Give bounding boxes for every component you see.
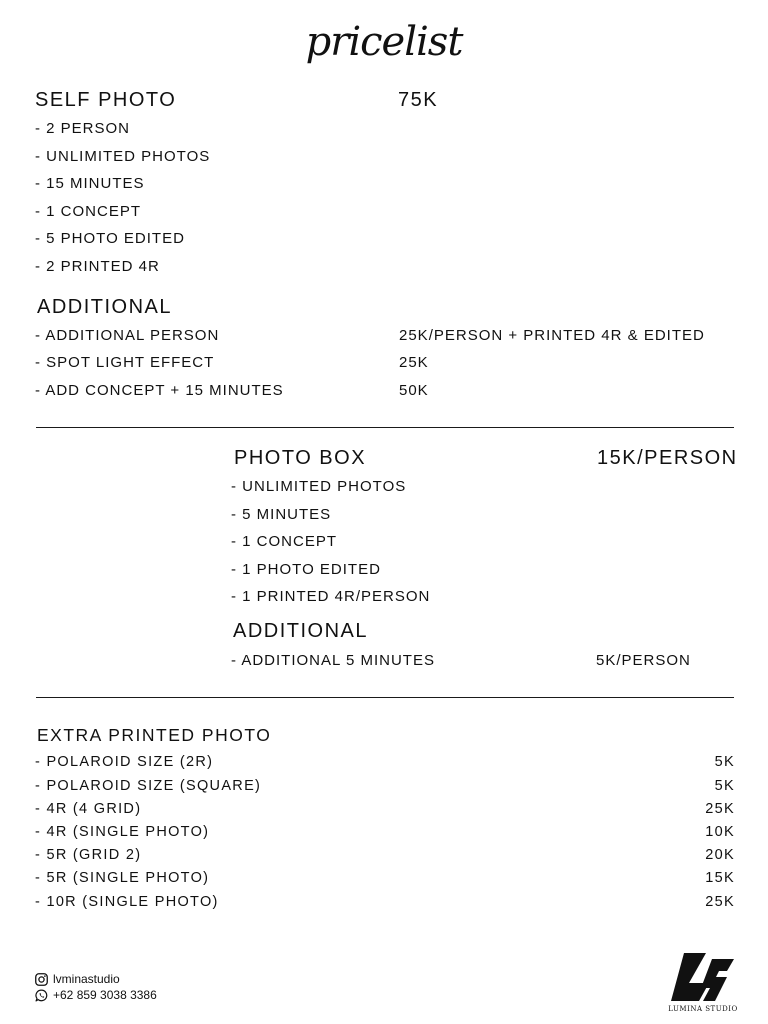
photo-box-heading: PHOTO BOX: [234, 447, 367, 469]
additional-item-label: - ADD CONCEPT + 15 MINUTES: [35, 382, 284, 399]
extra-item-label: - 4R (SINGLE PHOTO): [35, 824, 210, 840]
additional-item-price: 50K: [399, 382, 429, 399]
extra-item-price: 20K: [705, 847, 735, 863]
additional-item-price: 25K/PERSON + PRINTED 4R & EDITED: [399, 327, 705, 344]
list-item: - 2 PRINTED 4R: [35, 258, 160, 275]
list-item: - 1 PHOTO EDITED: [231, 561, 381, 578]
list-item: - 2 PERSON: [35, 120, 131, 137]
additional-item-price: 25K: [399, 354, 429, 371]
additional-item-label: - ADDITIONAL PERSON: [35, 327, 220, 344]
extra-item-price: 10K: [705, 824, 735, 840]
self-photo-price: 75K: [398, 89, 439, 111]
extra-item-label: - POLAROID SIZE (SQUARE): [35, 778, 262, 794]
extra-printed-heading: EXTRA PRINTED PHOTO: [37, 725, 272, 745]
extra-item-price: 15K: [705, 870, 735, 886]
additional-item-price: 5K/PERSON: [596, 652, 691, 669]
extra-item-price: 5K: [714, 754, 735, 770]
list-item: - 1 PRINTED 4R/PERSON: [231, 588, 431, 605]
extra-item-price: 25K: [705, 894, 735, 910]
self-photo-heading: SELF PHOTO: [35, 89, 177, 111]
additional-item-label: - SPOT LIGHT EFFECT: [35, 354, 215, 371]
self-photo-additional-heading: ADDITIONAL: [37, 296, 173, 318]
page-title: pricelist: [305, 19, 463, 65]
extra-item-label: - POLAROID SIZE (2R): [35, 754, 214, 770]
list-item: - 5 MINUTES: [231, 506, 332, 523]
instagram-handle[interactable]: lvminastudio: [53, 972, 120, 986]
extra-item-label: - 10R (SINGLE PHOTO): [35, 894, 219, 910]
list-item: - 1 CONCEPT: [35, 203, 142, 220]
brand-name: LUMINA STUDIO: [668, 1005, 738, 1013]
list-item: - UNLIMITED PHOTOS: [231, 478, 407, 495]
instagram-icon: [35, 973, 48, 986]
lumina-studio-logo-icon: [668, 952, 738, 1004]
list-item: - UNLIMITED PHOTOS: [35, 148, 211, 165]
list-item: - 5 PHOTO EDITED: [35, 230, 185, 247]
extra-item-price: 5K: [714, 778, 735, 794]
whatsapp-icon: [35, 989, 48, 1002]
extra-item-label: - 5R (GRID 2): [35, 847, 142, 863]
additional-item-label: - ADDITIONAL 5 MINUTES: [231, 652, 435, 669]
list-item: - 1 CONCEPT: [231, 533, 338, 550]
extra-item-price: 25K: [705, 801, 735, 817]
photo-box-price: 15K/PERSON: [597, 447, 738, 469]
extra-item-label: - 5R (SINGLE PHOTO): [35, 870, 210, 886]
extra-item-label: - 4R (4 GRID): [35, 801, 142, 817]
photo-box-additional-heading: ADDITIONAL: [233, 620, 369, 642]
whatsapp-number[interactable]: +62 859 3038 3386: [53, 988, 157, 1002]
section-divider: [36, 697, 734, 698]
section-divider: [36, 427, 734, 428]
list-item: - 15 MINUTES: [35, 175, 145, 192]
